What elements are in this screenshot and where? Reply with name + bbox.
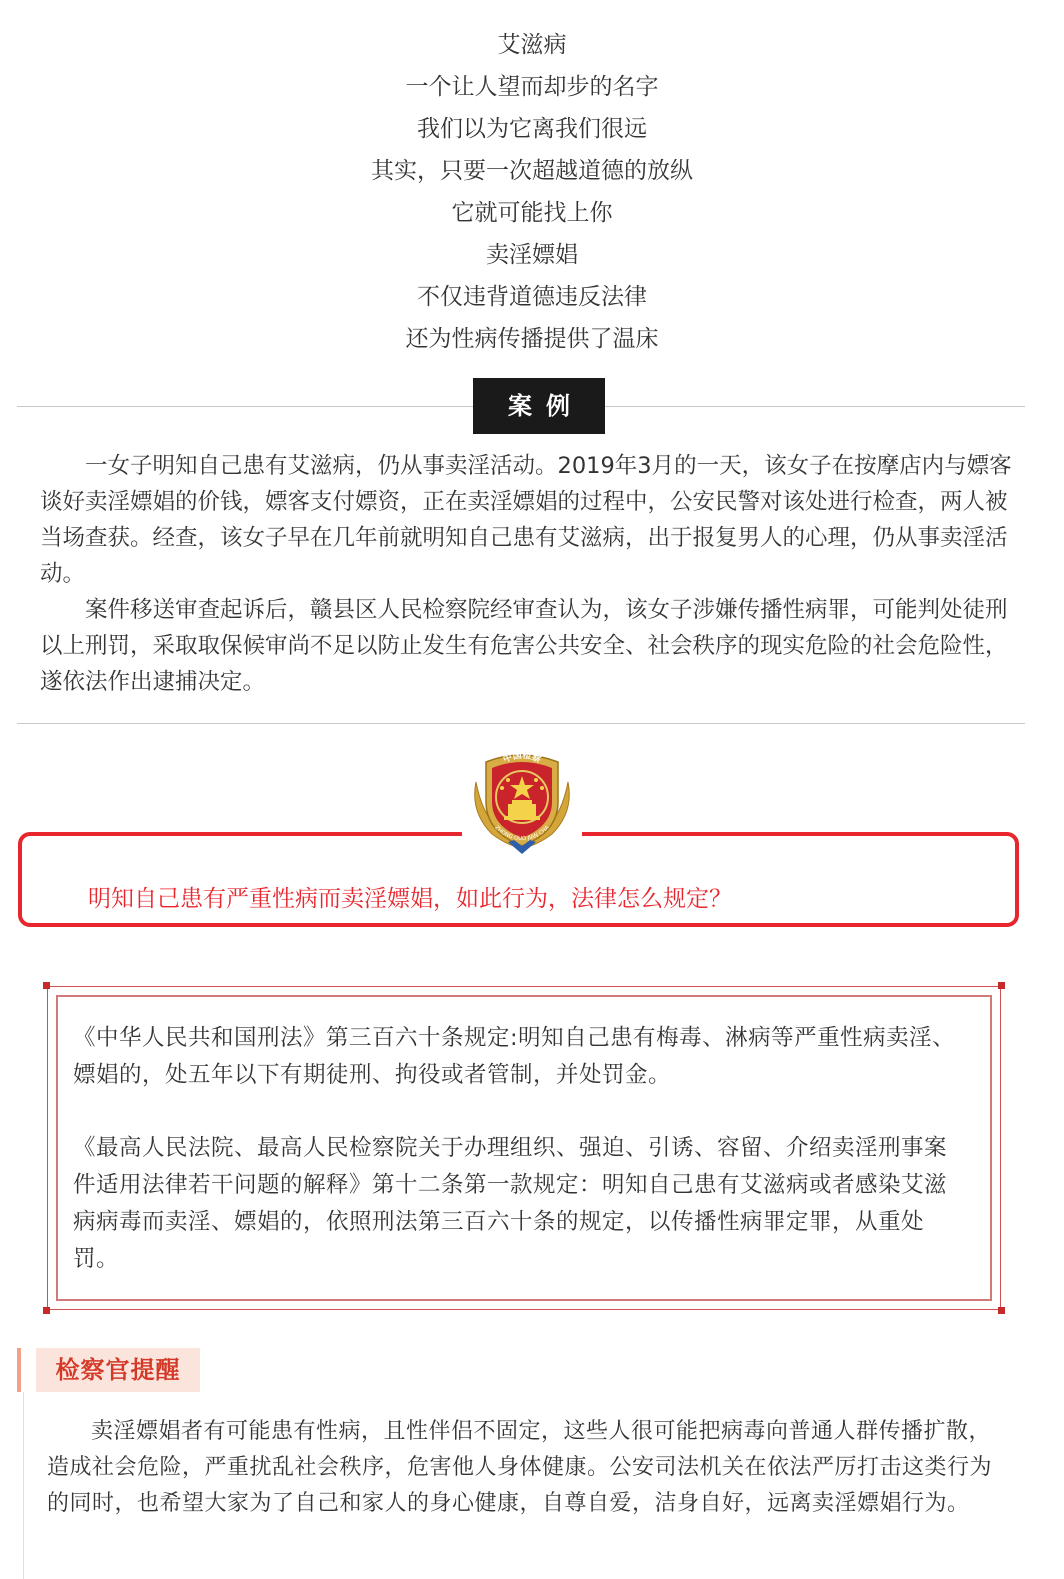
frame-corner	[998, 982, 1005, 989]
intro-poem	[0, 24, 1064, 360]
case-section-header	[17, 378, 1025, 434]
emblem-top-text: 中国检察	[501, 750, 543, 766]
frame-corner	[998, 1307, 1005, 1314]
emblem-bottom-text: ZHONG GUO JIAN CHA	[493, 824, 551, 843]
poem-line: 它就可能找上你	[451, 200, 613, 226]
reminder-body	[47, 1414, 1004, 1522]
law-paragraph: 《最高人民法院、最高人民检察院关于办理组织、强迫、引诱、容留、介绍卖淫刑事案件适用法律若干问题的解释》第十二条第一款规定：明知自己患有艾滋病或者感染艾滋病病毒而卖淫、嫖娼的，依照刑法第三百六十条的规定，以传播性病罪定罪，从重处罚。	[73, 1135, 948, 1272]
poem-line: 艾滋病	[497, 32, 567, 58]
frame-corner	[43, 1307, 50, 1314]
poem-line: 我们以为它离我们很远	[417, 116, 647, 142]
section-divider	[17, 723, 1025, 724]
frame-corner	[43, 982, 50, 989]
poem-line: 不仅违背道德违反法律	[417, 284, 647, 310]
reminder-accent-bar	[17, 1348, 21, 1392]
case-title-tag: 案例	[473, 378, 605, 434]
case-body	[40, 448, 1025, 700]
emblem-icon	[462, 742, 582, 860]
procuratorate-emblem	[462, 742, 582, 860]
reminder-paragraph: 卖淫嫖娼者有可能患有性病，且性伴侣不固定，这些人很可能把病毒向普通人群传播扩散，造成社会危险，严重扰乱社会秩序，危害他人身体健康。公安司法机关在依法严厉打击这类行为的同时，也希望大家为了自己和家人的身心健康，自尊自爱，洁身自好，远离卖淫嫖娼行为。	[47, 1419, 993, 1516]
poem-line: 还为性病传播提供了温床	[405, 326, 659, 352]
case-paragraph: 案件移送审查起诉后，赣县区人民检察院经审查认为，该女子涉嫌传播性病罪，可能判处徒刑以上刑罚，采取取保候审尚不足以防止发生有危害公共安全、社会秩序的现实危险的社会危险性，遂依法作出逮捕决定。	[40, 597, 1008, 695]
case-paragraph: 一女子明知自己患有艾滋病，仍从事卖淫活动。2019年3月的一天，该女子在按摩店内与嫖客谈好卖淫嫖娼的价钱，嫖客支付嫖资，正在卖淫嫖娼的过程中，公安民警对该处进行检查，两人被当场查获。经查，该女子早在几年前就明知自己患有艾滋病，出于报复男人的心理，仍从事卖淫活动。	[40, 453, 1012, 587]
poem-line: 其实，只要一次超越道德的放纵	[371, 158, 693, 184]
law-content	[73, 1020, 968, 1314]
question-text: 明知自己患有严重性病而卖淫嫖娼，如此行为，法律怎么规定？	[88, 886, 732, 912]
reminder-side-line	[23, 1392, 24, 1579]
law-paragraph: 《中华人民共和国刑法》第三百六十条规定:明知自己患有梅毒、淋病等严重性病卖淫、嫖娼的，处五年以下有期徒刑、拘役或者管制，并处罚金。	[73, 1025, 956, 1088]
poem-line: 卖淫嫖娼	[486, 242, 578, 268]
reminder-title: 检察官提醒	[36, 1348, 200, 1392]
poem-line: 一个让人望而却步的名字	[405, 74, 659, 100]
